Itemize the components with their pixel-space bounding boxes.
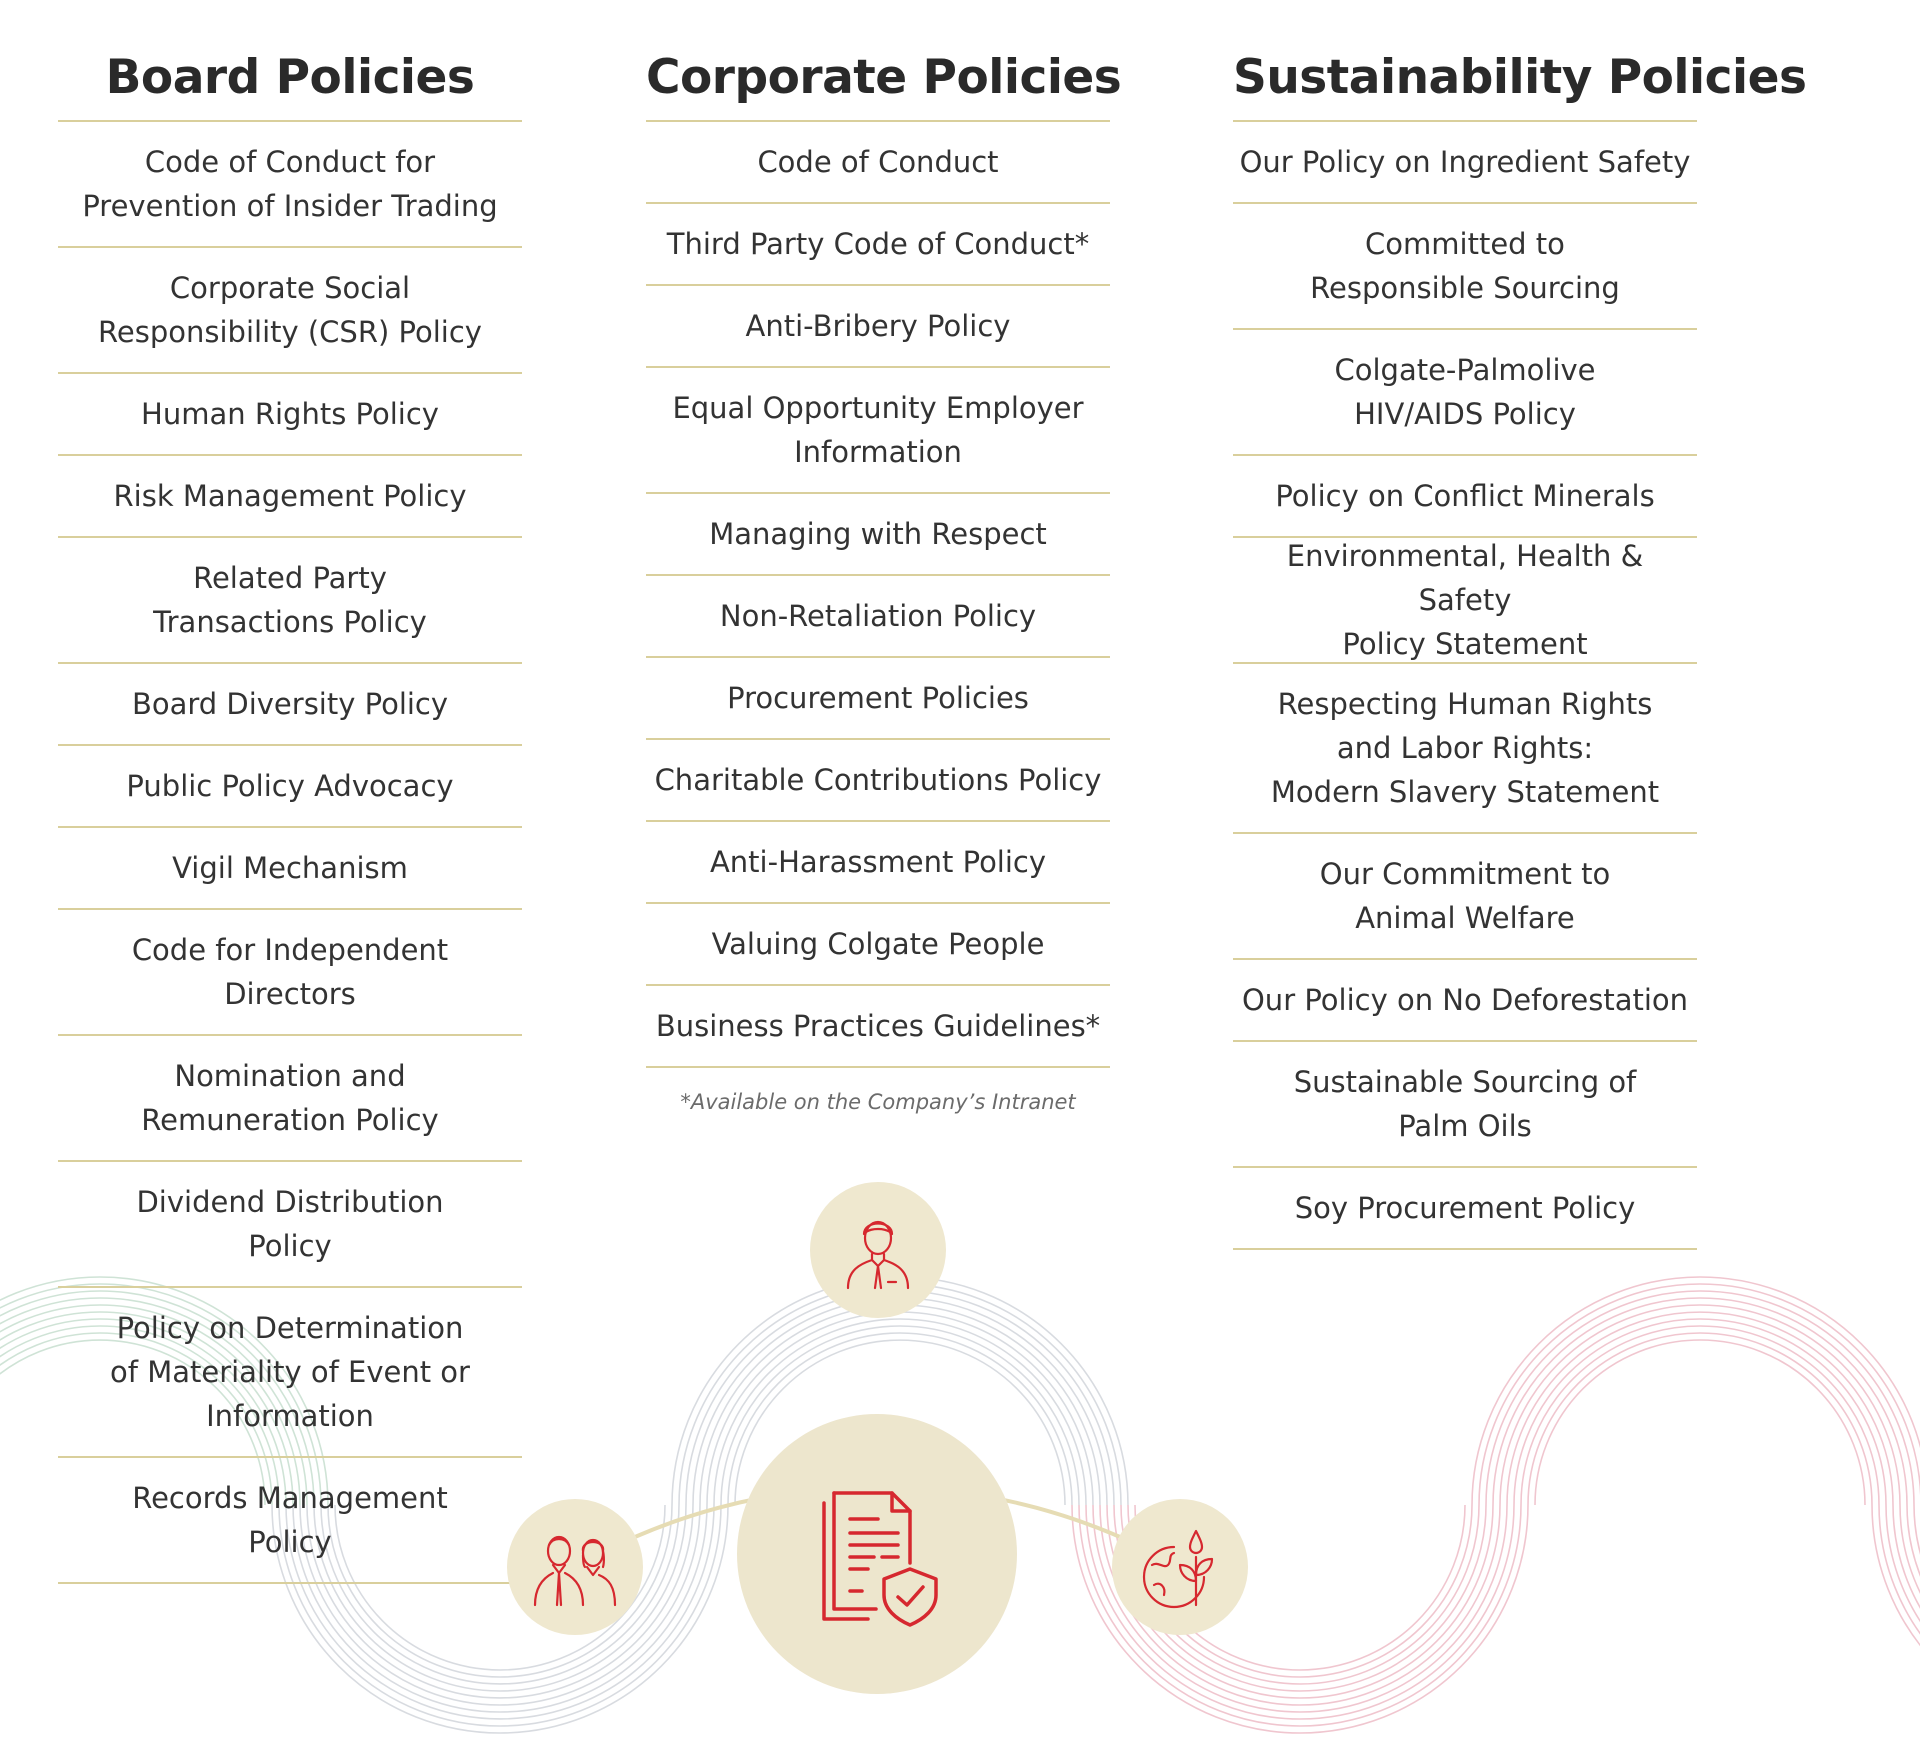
sustainability-policies-column [1233, 0, 1807, 1250]
policy-link[interactable] [1233, 538, 1697, 664]
policy-link[interactable] [58, 746, 522, 828]
policy-link[interactable] [58, 248, 522, 374]
policy-link[interactable] [646, 286, 1110, 368]
wave-line [1479, 1284, 1920, 1505]
policy-label: Board Diversity Policy [131, 687, 449, 721]
policy-label: Human Rights Policy [141, 397, 439, 431]
policy-link[interactable] [1233, 1042, 1697, 1168]
policy-label: Code of Conduct [757, 145, 999, 179]
wave-line [1528, 1333, 1872, 1505]
policy-link[interactable] [646, 122, 1110, 204]
policy-label: Our Policy on Ingredient Safety [1239, 145, 1691, 179]
policy-label: Anti-Harassment Policy [709, 845, 1047, 879]
policy-link[interactable] [1233, 330, 1697, 456]
corporate-policies-list [646, 120, 1110, 1068]
policy-label: Risk Management Policy [113, 479, 467, 513]
board-policies-column [58, 0, 522, 1584]
policy-link[interactable] [58, 664, 522, 746]
policy-label: Dividend Distribution Policy [136, 1185, 444, 1263]
policy-link[interactable] [646, 986, 1110, 1068]
policy-link[interactable] [1233, 960, 1697, 1042]
policy-link[interactable] [1233, 834, 1697, 960]
policy-link[interactable] [646, 904, 1110, 986]
policy-label: Anti-Bribery Policy [745, 309, 1011, 343]
intranet-footnote: *Available on the Company’s Intranet [680, 1090, 1076, 1114]
policy-link[interactable] [646, 658, 1110, 740]
sustainability-policies-title: Sustainability Policies [1233, 50, 1807, 105]
policy-label: Business Practices Guidelines* [655, 1009, 1101, 1043]
wave-line [1521, 1326, 1879, 1505]
policy-label: Committed to Responsible Sourcing [1310, 227, 1620, 305]
policy-label: Charitable Contributions Policy [654, 763, 1102, 797]
policy-link[interactable] [1233, 664, 1697, 834]
policy-link[interactable] [58, 122, 522, 248]
policy-label: Nomination and Remuneration Policy [141, 1059, 439, 1137]
policy-label: Code of Conduct for Prevention of Insider Trading [82, 145, 498, 223]
policy-link[interactable] [58, 1162, 522, 1288]
policy-link[interactable] [646, 576, 1110, 658]
businessman-icon [810, 1182, 946, 1318]
policy-label: Our Policy on No Deforestation [1241, 983, 1689, 1017]
policy-label: Records Management Policy [132, 1481, 448, 1559]
policy-label: Vigil Mechanism [172, 851, 408, 885]
policy-label: Colgate-Palmolive HIV/AIDS Policy [1334, 353, 1596, 431]
policy-label: Managing with Respect [709, 517, 1047, 551]
earth-plant-icon [1112, 1499, 1248, 1635]
policy-label: Policy on Determination of Materiality of Event or Information [110, 1311, 470, 1433]
policy-link[interactable] [58, 374, 522, 456]
policy-link[interactable] [58, 910, 522, 1036]
policy-link[interactable] [1233, 1168, 1697, 1250]
policy-label: Respecting Human Rights and Labor Rights: Modern Slavery Statement [1270, 687, 1660, 809]
wave-line [1486, 1291, 1914, 1505]
policy-link[interactable] [646, 822, 1110, 904]
wave-line [1879, 1505, 1920, 1726]
policy-label: Third Party Code of Conduct* [666, 227, 1090, 261]
policy-link[interactable] [58, 456, 522, 538]
corporate-policies-title: Corporate Policies [646, 50, 1122, 105]
policy-link[interactable] [646, 368, 1110, 494]
policy-label: Related Party Transactions Policy [153, 561, 427, 639]
board-policies-title: Board Policies [105, 50, 475, 105]
policy-link[interactable] [1233, 204, 1697, 330]
policy-label: Non-Retaliation Policy [719, 599, 1037, 633]
policy-label: Environmental, Health & Safety Policy Statement [1286, 539, 1644, 661]
policy-label: Policy on Conflict Minerals [1275, 479, 1655, 513]
policy-label: Our Commitment to Animal Welfare [1319, 857, 1611, 935]
policy-link[interactable] [58, 1288, 522, 1458]
policy-label: Sustainable Sourcing of Palm Oils [1293, 1065, 1637, 1143]
policy-label: Code for Independent Directors [131, 933, 449, 1011]
policy-link[interactable] [646, 204, 1110, 286]
policy-link[interactable] [58, 828, 522, 910]
sustainability-policies-list [1233, 120, 1697, 1250]
policy-label: Soy Procurement Policy [1294, 1191, 1636, 1225]
policy-link[interactable] [646, 740, 1110, 822]
board-policies-list [58, 120, 522, 1584]
people-icon [507, 1499, 643, 1635]
policy-link[interactable] [58, 1036, 522, 1162]
policy-label: Valuing Colgate People [711, 927, 1045, 961]
policy-label: Procurement Policies [727, 681, 1029, 715]
policy-label: Public Policy Advocacy [126, 769, 454, 803]
wave-line [1514, 1319, 1886, 1505]
corporate-policies-column [646, 0, 1122, 1114]
policy-link[interactable] [1233, 456, 1697, 538]
wave-line [1507, 1312, 1893, 1505]
policy-label: Corporate Social Responsibility (CSR) Policy [98, 271, 482, 349]
policy-link[interactable] [58, 538, 522, 664]
policy-link[interactable] [1233, 122, 1697, 204]
policy-document-shield-icon [737, 1414, 1017, 1694]
wave-line [1535, 1340, 1865, 1505]
policy-link[interactable] [58, 1458, 522, 1584]
policy-link[interactable] [646, 494, 1110, 576]
policy-label: Equal Opportunity Employer Information [672, 391, 1084, 469]
